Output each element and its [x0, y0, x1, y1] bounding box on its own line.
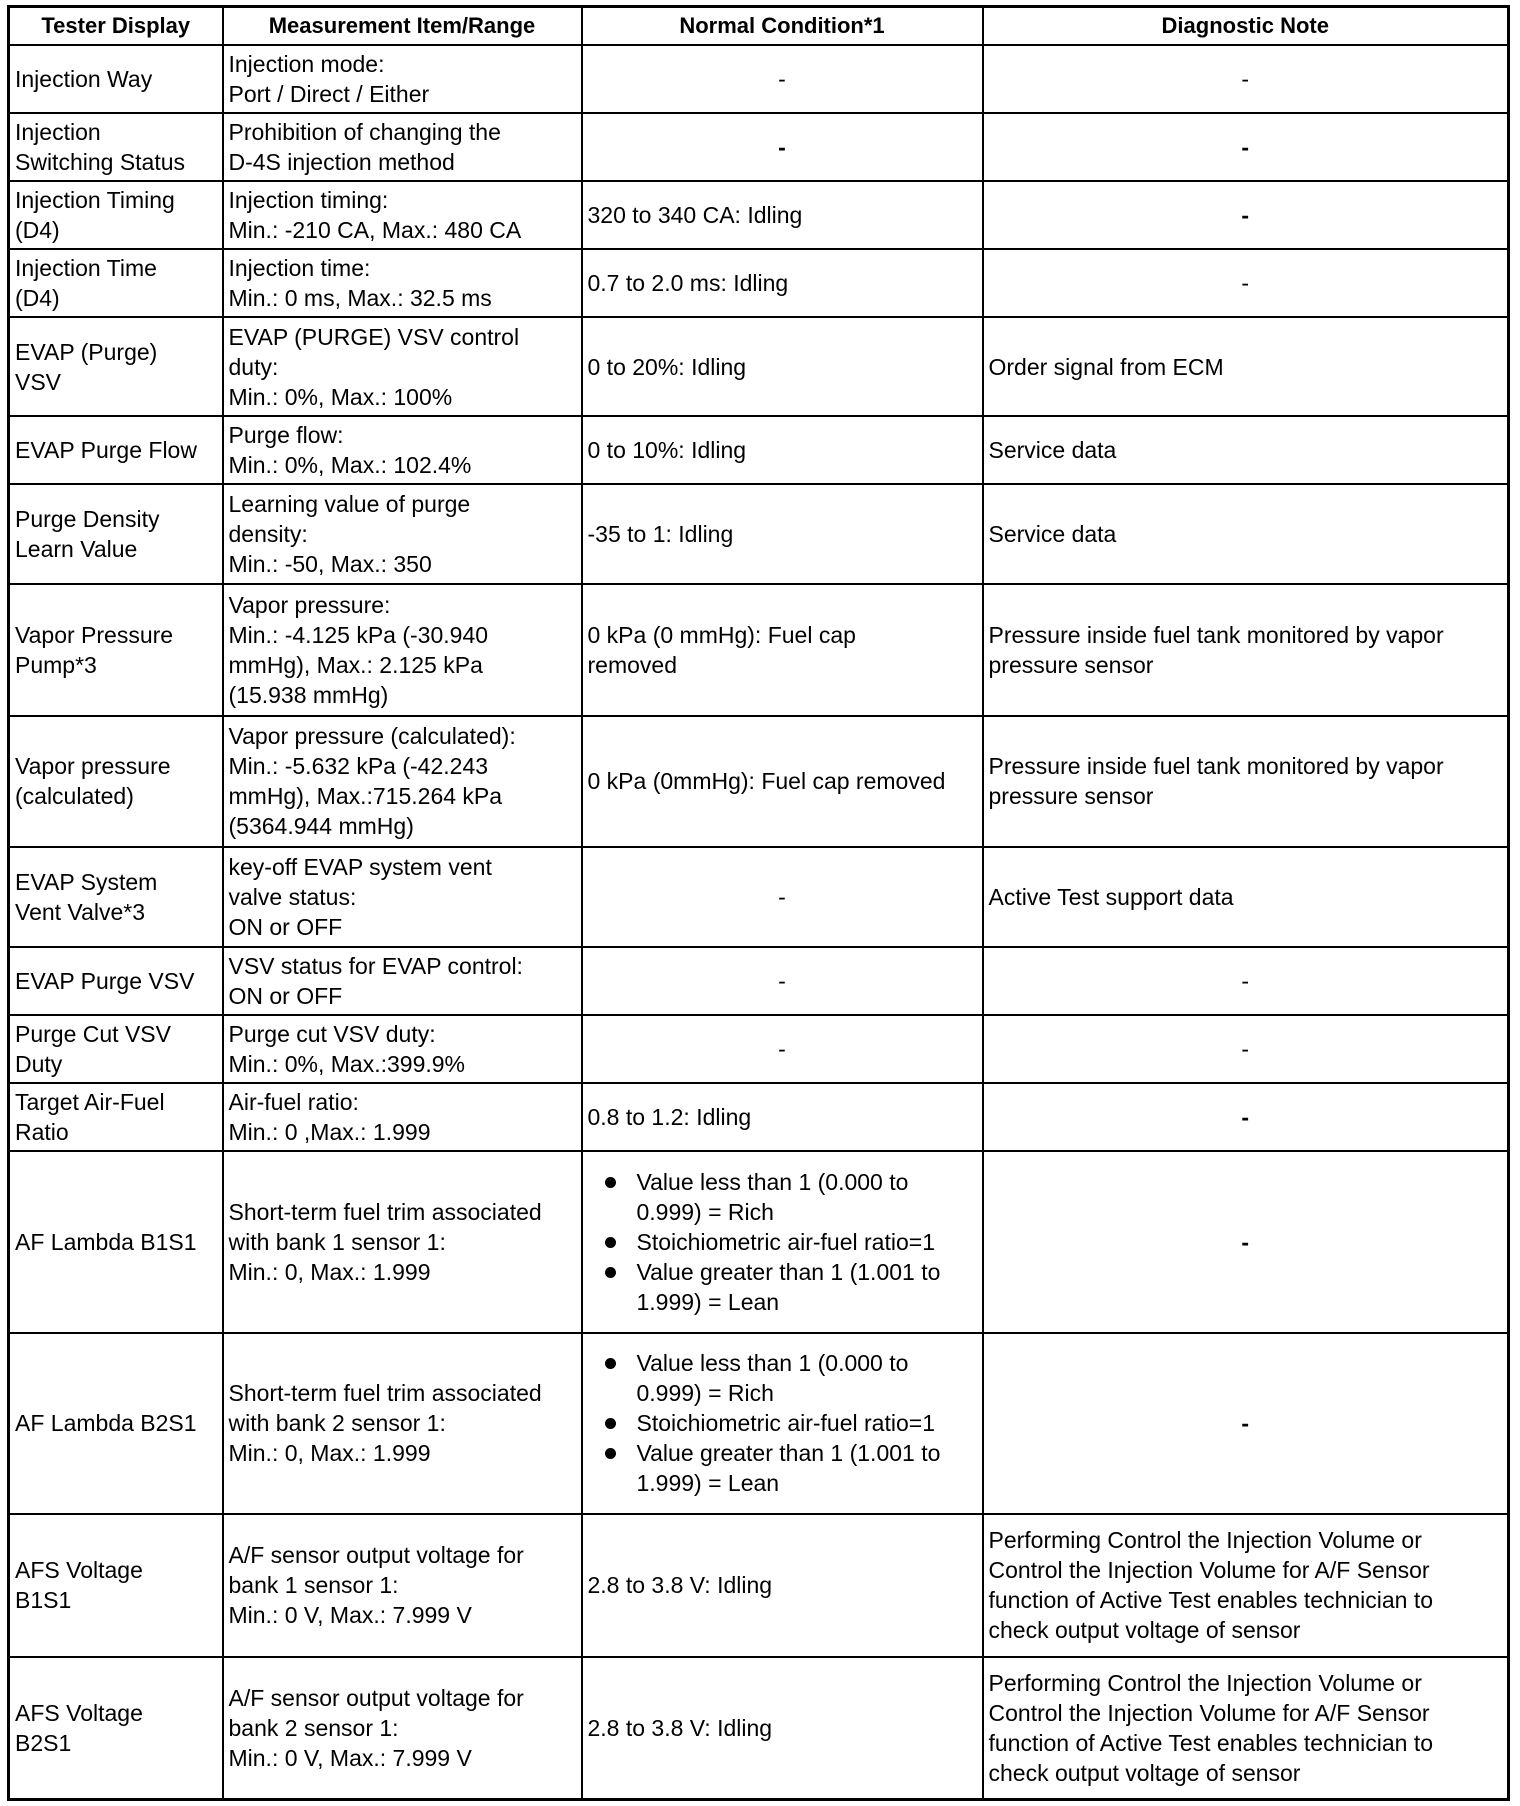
- diagnostic-note-cell: -: [983, 181, 1509, 249]
- measurement-item-cell: A/F sensor output voltage for bank 2 sensor 1: Min.: 0 V, Max.: 7.999 V: [223, 1657, 582, 1800]
- bullet-item: [605, 1348, 977, 1408]
- table-row: [9, 113, 1509, 181]
- normal-condition-cell: 0 kPa (0 mmHg): Fuel cap removed: [582, 584, 983, 716]
- normal-condition-cell: -: [582, 947, 983, 1015]
- table-row: [9, 1151, 1509, 1333]
- measurement-item-cell: Short-term fuel trim associated with bank 2 sensor 1: Min.: 0, Max.: 1.999: [223, 1333, 582, 1515]
- normal-condition-cell: [582, 1151, 983, 1333]
- header-tester-display: Tester Display: [9, 7, 223, 45]
- tester-display-cell: EVAP Purge VSV: [9, 947, 223, 1015]
- bullet-dot-icon: [605, 1237, 616, 1248]
- normal-condition-cell: 0 to 10%: Idling: [582, 416, 983, 484]
- normal-condition-cell: -: [582, 113, 983, 181]
- bullet-item: [605, 1438, 977, 1498]
- table-row: [9, 1333, 1509, 1515]
- normal-condition-cell: -: [582, 1015, 983, 1083]
- measurement-item-cell: Injection mode: Port / Direct / Either: [223, 45, 582, 113]
- measurement-item-cell: Learning value of purge density: Min.: -50, Max.: 350: [223, 484, 582, 583]
- normal-condition-cell: [582, 1333, 983, 1515]
- normal-condition-cell: 2.8 to 3.8 V: Idling: [582, 1514, 983, 1657]
- normal-condition-cell: 320 to 340 CA: Idling: [582, 181, 983, 249]
- measurement-item-cell: EVAP (PURGE) VSV control duty: Min.: 0%, Max.: 100%: [223, 317, 582, 416]
- normal-condition-cell: 2.8 to 3.8 V: Idling: [582, 1657, 983, 1800]
- header-normal-condition: Normal Condition*1: [582, 7, 983, 45]
- table-row: [9, 947, 1509, 1015]
- bullet-dot-icon: [605, 1448, 616, 1459]
- header-row: [9, 7, 1509, 45]
- measurement-item-cell: key-off EVAP system vent valve status: ON or OFF: [223, 847, 582, 946]
- diagnostic-note-cell: Performing Control the Injection Volume or Control the Injection Volume for A/F Sensor function of Active Test enables technician to check output voltage of sensor: [983, 1657, 1509, 1800]
- normal-condition-cell: 0.8 to 1.2: Idling: [582, 1083, 983, 1151]
- diagnostic-note-cell: -: [983, 947, 1509, 1015]
- table-row: [9, 1514, 1509, 1657]
- tester-display-cell: EVAP (Purge) VSV: [9, 317, 223, 416]
- bullet-text: Value greater than 1 (1.001 to 1.999) = Lean: [636, 1258, 941, 1315]
- table-row: [9, 584, 1509, 716]
- tester-display-cell: Injection Way: [9, 45, 223, 113]
- condition-bullet-list: [583, 1348, 977, 1498]
- diagnostic-note-cell: Order signal from ECM: [983, 317, 1509, 416]
- bullet-item: [605, 1408, 977, 1438]
- table-row: [9, 45, 1509, 113]
- measurement-item-cell: Purge cut VSV duty: Min.: 0%, Max.:399.9%: [223, 1015, 582, 1083]
- diagnostic-note-cell: Service data: [983, 416, 1509, 484]
- tester-display-cell: Target Air-Fuel Ratio: [9, 1083, 223, 1151]
- diagnostic-note-cell: -: [983, 1015, 1509, 1083]
- normal-condition-cell: -35 to 1: Idling: [582, 484, 983, 583]
- measurement-item-cell: Air-fuel ratio: Min.: 0 ,Max.: 1.999: [223, 1083, 582, 1151]
- diagnostic-note-cell: -: [983, 1083, 1509, 1151]
- tester-display-cell: Vapor pressure (calculated): [9, 716, 223, 848]
- header-measurement-item: Measurement Item/Range: [223, 7, 582, 45]
- bullet-item: [605, 1257, 977, 1317]
- tester-display-cell: AF Lambda B2S1: [9, 1333, 223, 1515]
- normal-condition-cell: 0 to 20%: Idling: [582, 317, 983, 416]
- data-list-sheet: [7, 5, 1507, 1801]
- measurement-item-cell: A/F sensor output voltage for bank 1 sensor 1: Min.: 0 V, Max.: 7.999 V: [223, 1514, 582, 1657]
- table-row: [9, 484, 1509, 583]
- tester-display-cell: Injection Time (D4): [9, 249, 223, 317]
- measurement-item-cell: Short-term fuel trim associated with bank 1 sensor 1: Min.: 0, Max.: 1.999: [223, 1151, 582, 1333]
- tester-display-cell: AF Lambda B1S1: [9, 1151, 223, 1333]
- bullet-text: Stoichiometric air-fuel ratio=1: [636, 1410, 935, 1437]
- diagnostic-note-cell: -: [983, 249, 1509, 317]
- tester-display-cell: Purge Cut VSV Duty: [9, 1015, 223, 1083]
- measurement-item-cell: Vapor pressure (calculated): Min.: -5.632 kPa (-42.243 mmHg), Max.:715.264 kPa (5364.944 mmHg): [223, 716, 582, 848]
- tester-display-cell: Vapor Pressure Pump*3: [9, 584, 223, 716]
- normal-condition-cell: -: [582, 45, 983, 113]
- data-list-table: [7, 5, 1510, 1801]
- bullet-dot-icon: [605, 1177, 616, 1188]
- table-row: [9, 1015, 1509, 1083]
- header-diagnostic-note: Diagnostic Note: [983, 7, 1509, 45]
- bullet-text: Value greater than 1 (1.001 to 1.999) = Lean: [636, 1440, 941, 1497]
- bullet-dot-icon: [605, 1418, 616, 1429]
- tester-display-cell: Injection Timing (D4): [9, 181, 223, 249]
- tester-display-cell: EVAP System Vent Valve*3: [9, 847, 223, 946]
- measurement-item-cell: Prohibition of changing the D-4S injection method: [223, 113, 582, 181]
- table-row: [9, 317, 1509, 416]
- table-row: [9, 1083, 1509, 1151]
- measurement-item-cell: VSV status for EVAP control: ON or OFF: [223, 947, 582, 1015]
- bullet-text: Stoichiometric air-fuel ratio=1: [636, 1228, 935, 1255]
- tester-display-cell: EVAP Purge Flow: [9, 416, 223, 484]
- table-row: [9, 181, 1509, 249]
- normal-condition-cell: 0.7 to 2.0 ms: Idling: [582, 249, 983, 317]
- tester-display-cell: Purge Density Learn Value: [9, 484, 223, 583]
- diagnostic-note-cell: -: [983, 113, 1509, 181]
- table-row: [9, 716, 1509, 848]
- table-row: [9, 847, 1509, 946]
- bullet-text: Value less than 1 (0.000 to 0.999) = Rich: [636, 1350, 909, 1407]
- measurement-item-cell: Injection time: Min.: 0 ms, Max.: 32.5 ms: [223, 249, 582, 317]
- diagnostic-note-cell: Performing Control the Injection Volume or Control the Injection Volume for A/F Sensor function of Active Test enables technician to check output voltage of sensor: [983, 1514, 1509, 1657]
- diagnostic-note-cell: Pressure inside fuel tank monitored by vapor pressure sensor: [983, 584, 1509, 716]
- diagnostic-note-cell: -: [983, 45, 1509, 113]
- diagnostic-note-cell: Service data: [983, 484, 1509, 583]
- bullet-dot-icon: [605, 1267, 616, 1278]
- measurement-item-cell: Purge flow: Min.: 0%, Max.: 102.4%: [223, 416, 582, 484]
- bullet-item: [605, 1227, 977, 1257]
- diagnostic-note-cell: Active Test support data: [983, 847, 1509, 946]
- condition-bullet-list: [583, 1167, 977, 1317]
- bullet-text: Value less than 1 (0.000 to 0.999) = Rich: [636, 1168, 909, 1225]
- bullet-dot-icon: [605, 1358, 616, 1369]
- measurement-item-cell: Vapor pressure: Min.: -4.125 kPa (-30.940 mmHg), Max.: 2.125 kPa (15.938 mmHg): [223, 584, 582, 716]
- table-row: [9, 1657, 1509, 1800]
- tester-display-cell: AFS Voltage B1S1: [9, 1514, 223, 1657]
- diagnostic-note-cell: -: [983, 1151, 1509, 1333]
- tester-display-cell: Injection Switching Status: [9, 113, 223, 181]
- normal-condition-cell: 0 kPa (0mmHg): Fuel cap removed: [582, 716, 983, 848]
- bullet-item: [605, 1167, 977, 1227]
- measurement-item-cell: Injection timing: Min.: -210 CA, Max.: 480 CA: [223, 181, 582, 249]
- diagnostic-note-cell: Pressure inside fuel tank monitored by vapor pressure sensor: [983, 716, 1509, 848]
- tester-display-cell: AFS Voltage B2S1: [9, 1657, 223, 1800]
- table-row: [9, 416, 1509, 484]
- table-row: [9, 249, 1509, 317]
- normal-condition-cell: -: [582, 847, 983, 946]
- diagnostic-note-cell: -: [983, 1333, 1509, 1515]
